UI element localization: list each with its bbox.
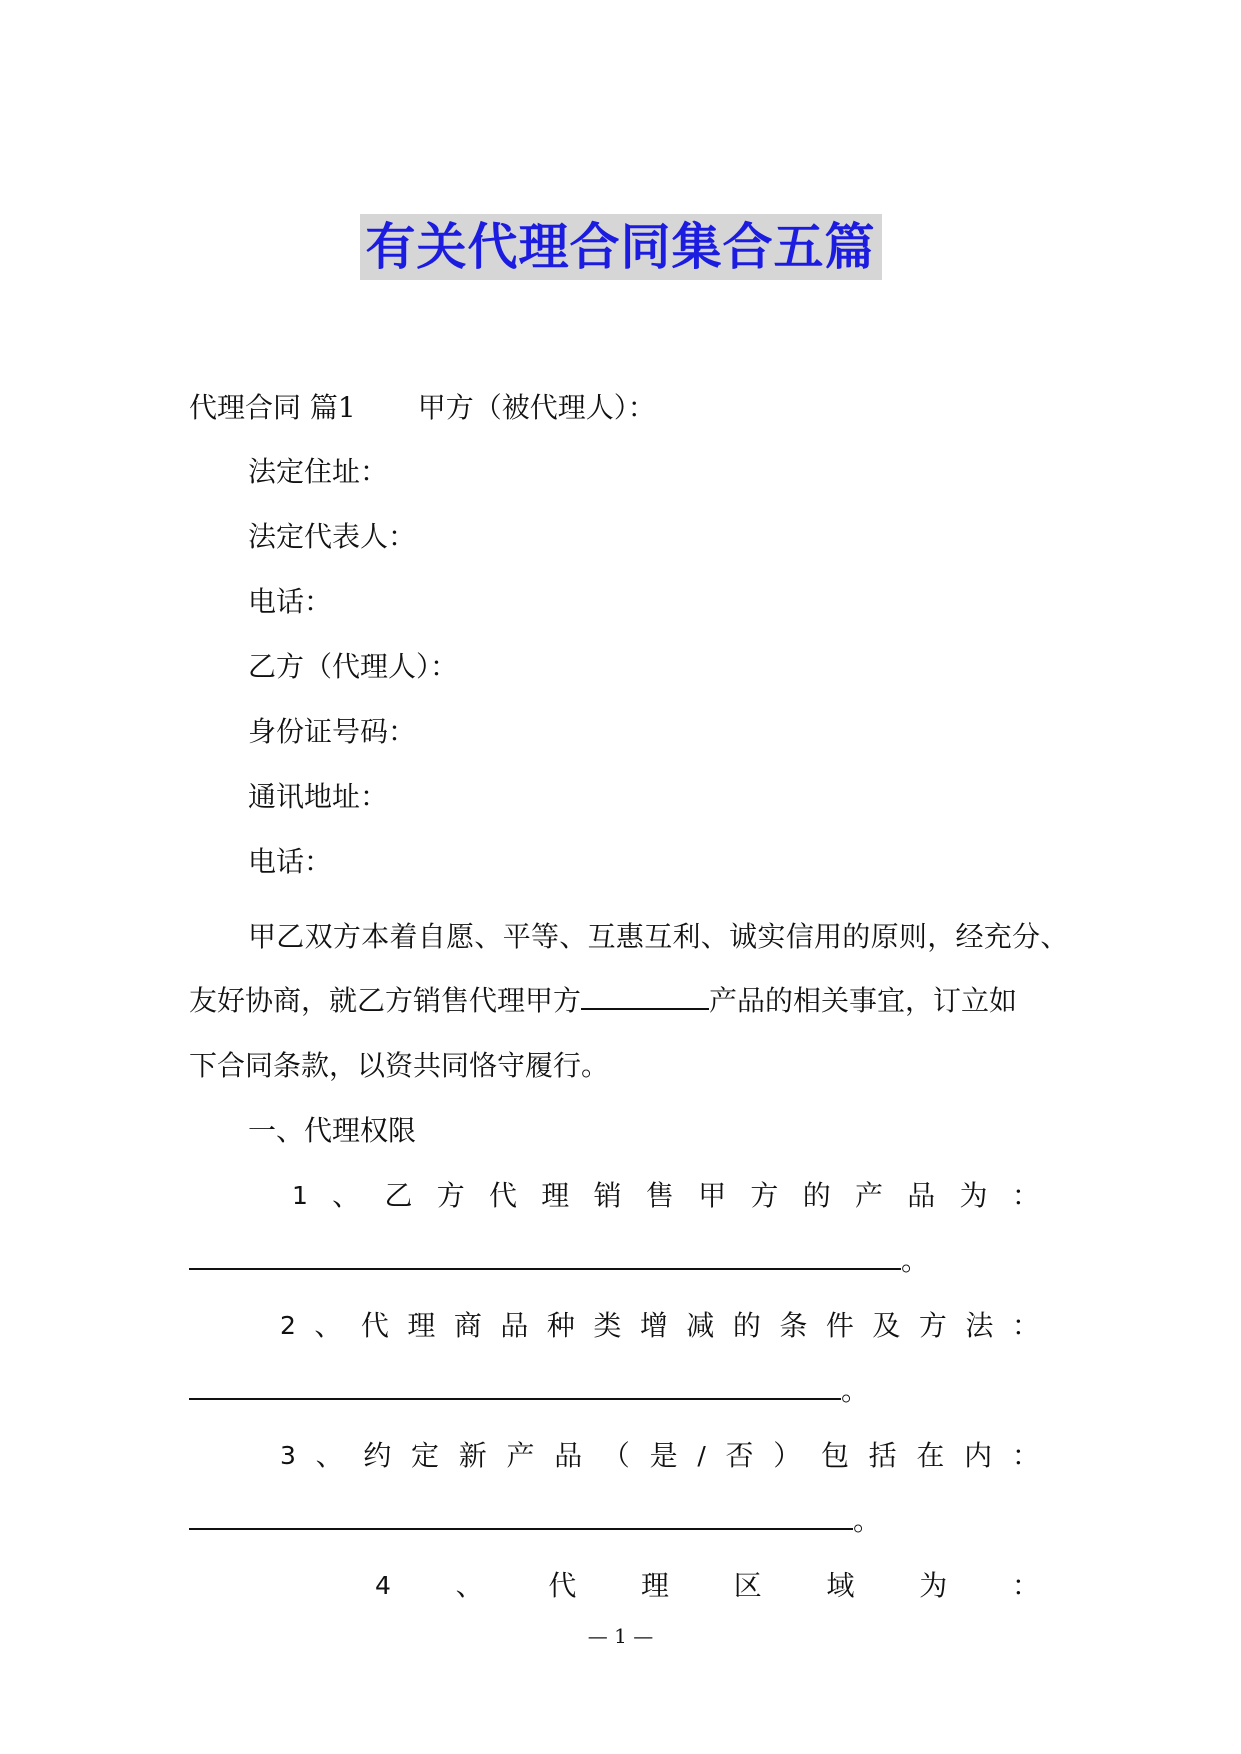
- clause-1-char: 品: [907, 1179, 936, 1212]
- clause-3-char: /: [697, 1441, 706, 1470]
- clause-2-char: 方: [918, 1309, 947, 1342]
- clause-2-char: 及: [872, 1309, 901, 1342]
- clause-2-char: 2: [280, 1311, 296, 1340]
- field-id-number: 身份证号码：: [248, 715, 417, 748]
- clause-3-char: （: [601, 1439, 630, 1472]
- clause-3-char: 3: [280, 1441, 296, 1470]
- clause-4-char: 4: [375, 1571, 391, 1600]
- clause-3-char: 是: [649, 1439, 678, 1472]
- intro-line-1: 甲乙双方本着自愿、平等、互惠互利、诚实信用的原则，经充分、: [248, 920, 1069, 953]
- clause-1-blank-line: 。: [189, 1241, 929, 1281]
- clause-3-char: 品: [554, 1439, 583, 1472]
- clause-3-char: 产: [506, 1439, 535, 1472]
- clause-2-char: 代: [360, 1309, 389, 1342]
- clause-3-char: 在: [916, 1439, 945, 1472]
- clause-4-char: 区: [733, 1569, 762, 1602]
- field-phone-b: 电话：: [248, 845, 333, 878]
- clause-2-char: 条: [779, 1309, 808, 1342]
- clause-1-char: 、: [332, 1179, 361, 1212]
- clause-3-char: 内: [964, 1439, 993, 1472]
- clause-2-char: 、: [314, 1309, 343, 1342]
- clause-1: [292, 1176, 1040, 1216]
- clause-1-char: 产: [854, 1179, 883, 1212]
- clause-1-char: 代: [489, 1179, 518, 1212]
- clause-1-char: 乙: [384, 1179, 413, 1212]
- clause-1-char: 理: [541, 1179, 570, 1212]
- clause-1-char: 销: [593, 1179, 622, 1212]
- clause-4-char: 理: [641, 1569, 670, 1602]
- clause-2-char: 类: [593, 1309, 622, 1342]
- clause-2-char: 理: [407, 1309, 436, 1342]
- intro-line-3: 下合同条款，以资共同恪守履行。: [189, 1049, 610, 1082]
- intro-line-2: 友好协商，就乙方销售代理甲方 产品的相关事宜，订立如: [189, 984, 1018, 1017]
- field-party-b: 乙方（代理人）：: [248, 650, 459, 683]
- clause-1-char: 1: [292, 1181, 308, 1210]
- clause-4-char: 代: [548, 1569, 577, 1602]
- clause-1-char: 方: [436, 1179, 465, 1212]
- section-1-heading: 一、代理权限: [248, 1114, 417, 1147]
- clause-1-char: 甲: [698, 1179, 727, 1212]
- clause-3-char: 括: [868, 1439, 897, 1472]
- clause-2-char: 件: [825, 1309, 854, 1342]
- clause-4-char: 域: [826, 1569, 855, 1602]
- party-a-label: 甲方（被代理人）：: [417, 391, 656, 424]
- clause-2-char: 减: [686, 1309, 715, 1342]
- clause-1-char: ：: [1011, 1179, 1040, 1212]
- clause-2-char: 法: [965, 1309, 994, 1342]
- clause-3-char: 定: [411, 1439, 440, 1472]
- clause-4-char: ：: [1011, 1569, 1040, 1602]
- first-line: [189, 388, 656, 428]
- page-number: — 1 —: [587, 1624, 654, 1648]
- clause-1-char: 的: [802, 1179, 831, 1212]
- clause-3-char: 新: [458, 1439, 487, 1472]
- field-legal-representative: 法定代表人：: [248, 520, 417, 553]
- clause-4-char: 为: [919, 1569, 948, 1602]
- clause-4: [375, 1566, 1040, 1606]
- clause-2-char: 种: [546, 1309, 575, 1342]
- clause-2-blank-line: 。: [189, 1371, 869, 1411]
- field-phone-a: 电话：: [248, 585, 333, 618]
- clause-3-char: 否: [725, 1439, 754, 1472]
- clause-3: [280, 1436, 1040, 1476]
- field-mailing-address: 通讯地址：: [248, 780, 389, 813]
- product-blank: [581, 986, 709, 1010]
- clause-3-char: ）: [773, 1439, 802, 1472]
- clause-1-char: 为: [959, 1179, 988, 1212]
- clause-2-char: 增: [639, 1309, 668, 1342]
- clause-2-char: 的: [732, 1309, 761, 1342]
- clause-2-char: ：: [1011, 1309, 1040, 1342]
- clause-4-char: 、: [455, 1569, 484, 1602]
- contract-label: 代理合同 篇1: [189, 391, 356, 424]
- clause-3-blank-line: 。: [189, 1501, 881, 1541]
- clause-1-char: 方: [750, 1179, 779, 1212]
- document-title: 有关代理合同集合五篇: [360, 214, 882, 280]
- clause-3-char: 包: [820, 1439, 849, 1472]
- field-legal-address: 法定住址：: [248, 455, 389, 488]
- title-container: [0, 214, 1241, 280]
- clause-3-char: 约: [363, 1439, 392, 1472]
- clause-3-char: 、: [315, 1439, 344, 1472]
- clause-2: [280, 1306, 1040, 1346]
- clause-2-char: 商: [453, 1309, 482, 1342]
- clause-2-char: 品: [500, 1309, 529, 1342]
- clause-1-char: 售: [645, 1179, 674, 1212]
- clause-3-char: ：: [1011, 1439, 1040, 1472]
